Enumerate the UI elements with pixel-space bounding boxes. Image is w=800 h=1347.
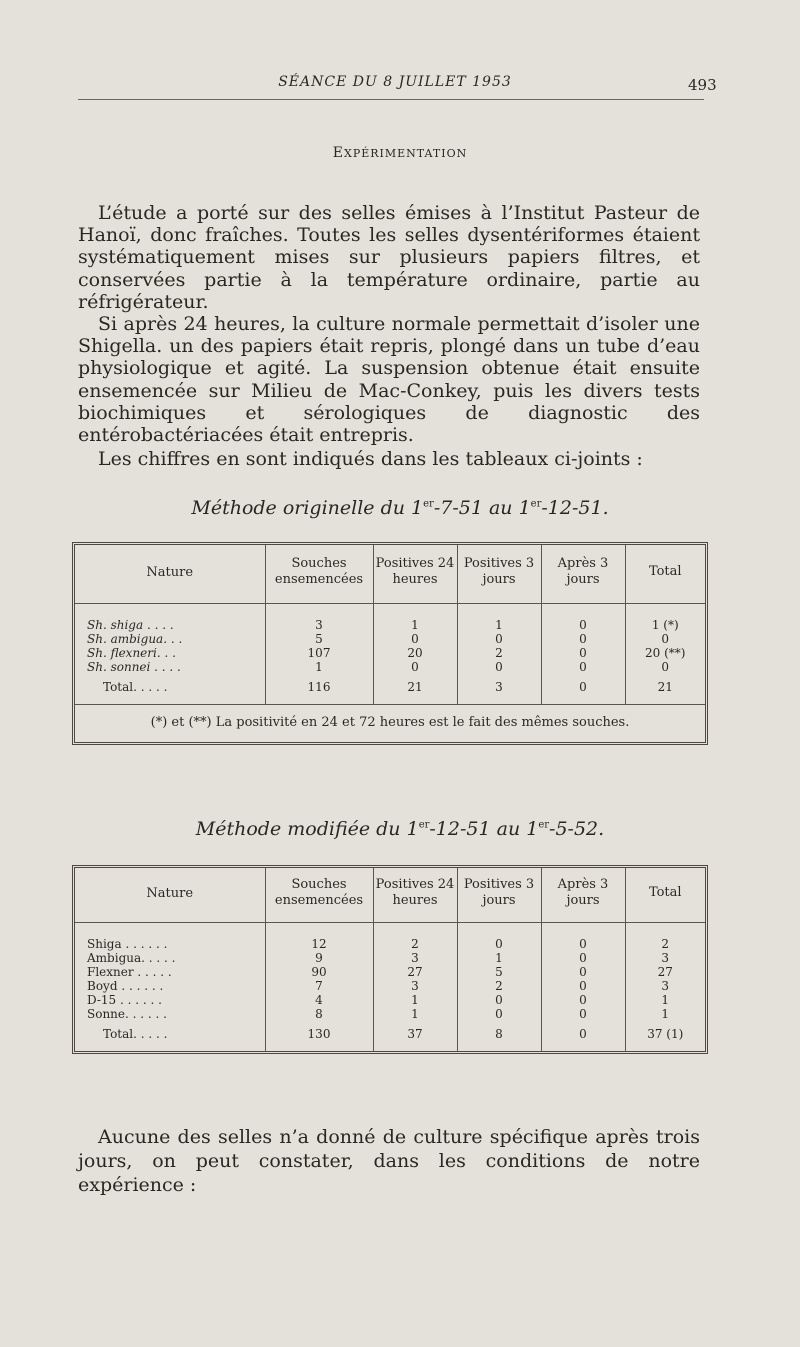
table-cell: 0	[541, 951, 625, 965]
table2-caption-sup-1: er	[418, 819, 430, 831]
table-cell: 37 (1)	[625, 1021, 705, 1051]
table2-caption-part-c: -5-52.	[549, 818, 605, 840]
table-cell: Boyd . . . . . .	[87, 979, 164, 993]
table2-header-cell: Nature	[75, 868, 265, 923]
table-cell: 2	[457, 646, 541, 660]
table-cell: 27	[625, 965, 705, 979]
table-cell: 7	[265, 979, 373, 993]
table-cell: 0	[541, 674, 625, 704]
table-cell: Shiga . . . . . .	[87, 937, 168, 951]
table-cell: 0	[541, 993, 625, 1007]
table1-header-cell: Positives 24 heures	[373, 545, 457, 604]
table-cell: 4	[265, 993, 373, 1007]
table-row	[75, 951, 705, 965]
table1-header-cell: Total	[625, 545, 705, 604]
table2-caption	[0, 818, 800, 840]
table2-grid	[75, 868, 705, 1051]
table-row	[75, 979, 705, 993]
table-cell: 1	[265, 660, 373, 674]
table1-caption-sup-2: er	[530, 498, 542, 510]
table-cell: 1	[373, 604, 457, 633]
header-rule	[78, 99, 704, 100]
table-row	[75, 604, 705, 633]
table1-caption-sup-1: er	[423, 498, 434, 510]
table-cell: Sh. flexneri. . .	[87, 646, 176, 660]
table2-caption-part-a: Méthode modifiée du 1	[195, 818, 419, 840]
table1-grid	[75, 545, 705, 704]
table-cell: 130	[265, 1021, 373, 1051]
table-cell: 0	[541, 965, 625, 979]
closing-text: Aucune des selles n’a donné de culture spécifique après trois jours, on peut constater, dans les conditions de notre expérience :	[78, 1126, 700, 1196]
table2-caption-sup-2: er	[538, 819, 550, 831]
table-cell: 0	[373, 660, 457, 674]
table-cell: 27	[373, 965, 457, 979]
table-cell: Sonne. . . . . .	[87, 1007, 167, 1021]
table-cell: 2	[625, 923, 705, 952]
table-cell: 0	[541, 1021, 625, 1051]
table-cell: 0	[457, 1007, 541, 1021]
table-cell: 0	[373, 632, 457, 646]
table-row	[75, 965, 705, 979]
table-cell: 0	[541, 923, 625, 952]
table-cell: 90	[265, 965, 373, 979]
table-cell: 20 (**)	[625, 646, 705, 660]
table-cell: 12	[265, 923, 373, 952]
table-cell: 3	[625, 979, 705, 993]
table-cell: 3	[373, 979, 457, 993]
table-cell: 1	[625, 993, 705, 1007]
table-cell: 20	[373, 646, 457, 660]
table-cell: 0	[457, 632, 541, 646]
table-cell: 8	[457, 1021, 541, 1051]
paragraph-2: Si après 24 heures, la culture normale permettait d’isoler une Shigella. un des papiers était repris, plongé dans un tube d’eau physiologique et agité. La suspension obtenue était ensuite ensemencée sur Milieu de Mac-Conkey, puis les divers tests biochimiques et sérologiques de diagnostic des entérobactériacées était entrepris.	[78, 313, 700, 447]
table-cell: 1	[457, 604, 541, 633]
table2-header-cell: Total	[625, 868, 705, 923]
table-cell: Sh. shiga . . . .	[87, 618, 174, 632]
table-cell: Total. . . . .	[103, 680, 168, 694]
table1	[72, 542, 708, 745]
table-cell: 107	[265, 646, 373, 660]
table1-caption-part-c: -12-51.	[541, 497, 609, 519]
table2-total-row	[75, 1021, 705, 1051]
table1-header-row	[75, 545, 705, 604]
table-cell: Flexner . . . . .	[87, 965, 172, 979]
running-header-title: SÉANCE DU 8 JUILLET 1953	[278, 74, 512, 90]
table-cell: 0	[541, 646, 625, 660]
paragraph-1: L’étude a porté sur des selles émises à l’Institut Pasteur de Hanoï, donc fraîches. Toutes les selles dysentériformes étaient systématiquement mises sur plusieurs papiers filtres, et conservées partie à la température ordinaire, partie au réfrigérateur.	[78, 202, 700, 313]
table2	[72, 865, 708, 1054]
table1-footnote: (*) et (**) La positivité en 24 et 72 heures est le fait des mêmes souches.	[75, 704, 705, 742]
table-cell: 1	[373, 1007, 457, 1021]
table-cell: 0	[541, 979, 625, 993]
table-cell: 1	[457, 951, 541, 965]
table-row	[75, 632, 705, 646]
table-cell: 1	[373, 993, 457, 1007]
table-cell: 2	[457, 979, 541, 993]
table1-total-row	[75, 674, 705, 704]
table-cell: 3	[265, 604, 373, 633]
table-cell: 0	[541, 1007, 625, 1021]
table1-header-cell: Positives 3 jours	[457, 545, 541, 604]
table-cell: 0	[457, 660, 541, 674]
table-cell: 21	[373, 674, 457, 704]
table1-caption-part-b: -7-51 au 1	[433, 497, 531, 519]
paragraph-3: Les chiffres en sont indiqués dans les tableaux ci-joints :	[98, 448, 643, 471]
page-number: 493	[688, 76, 717, 94]
table-cell: 0	[541, 604, 625, 633]
table-cell: Ambigua. . . . .	[87, 951, 176, 965]
table2-caption-part-b: -12-51 au 1	[429, 818, 539, 840]
table-row	[75, 993, 705, 1007]
table1-header-cell: Nature	[75, 545, 265, 604]
table-cell: 0	[625, 660, 705, 674]
table-row	[75, 660, 705, 674]
table-row	[75, 1007, 705, 1021]
table-cell: 3	[457, 674, 541, 704]
table-cell: 0	[541, 632, 625, 646]
table-row	[75, 923, 705, 952]
table2-header-cell: Souches ensemencées	[265, 868, 373, 923]
table-cell: 8	[265, 1007, 373, 1021]
table1-caption	[0, 497, 800, 519]
section-title	[0, 145, 800, 161]
table-cell: 116	[265, 674, 373, 704]
section-title-rest: XPÉRIMENTATION	[344, 147, 468, 160]
table-cell: 5	[457, 965, 541, 979]
closing-paragraph	[78, 1125, 700, 1197]
table-cell: 3	[373, 951, 457, 965]
body-paragraphs	[78, 202, 700, 470]
table-cell: 1 (*)	[625, 604, 705, 633]
table-cell: Sh. ambigua. . .	[87, 632, 183, 646]
table2-header-cell: Positives 24 heures	[373, 868, 457, 923]
table-cell: Total. . . . .	[103, 1027, 168, 1041]
table-cell: D-15 . . . . . .	[87, 993, 162, 1007]
table-cell: 2	[373, 923, 457, 952]
table-cell: 3	[625, 951, 705, 965]
table2-header-row	[75, 868, 705, 923]
table1-header-cell: Souches ensemencées	[265, 545, 373, 604]
table-cell: 37	[373, 1021, 457, 1051]
table-cell: 5	[265, 632, 373, 646]
table1-header-cell: Après 3 jours	[541, 545, 625, 604]
table2-header-cell: Positives 3 jours	[457, 868, 541, 923]
table-cell: 0	[457, 993, 541, 1007]
section-title-initial: E	[332, 145, 344, 161]
table-cell: Sh. sonnei . . . .	[87, 660, 181, 674]
table1-caption-part-a: Méthode originelle du 1	[191, 497, 424, 519]
table-cell: 0	[457, 923, 541, 952]
table-cell: 0	[625, 632, 705, 646]
table-cell: 9	[265, 951, 373, 965]
table-row	[75, 646, 705, 660]
table2-header-cell: Après 3 jours	[541, 868, 625, 923]
table-cell: 0	[541, 660, 625, 674]
table-cell: 21	[625, 674, 705, 704]
table-cell: 1	[625, 1007, 705, 1021]
